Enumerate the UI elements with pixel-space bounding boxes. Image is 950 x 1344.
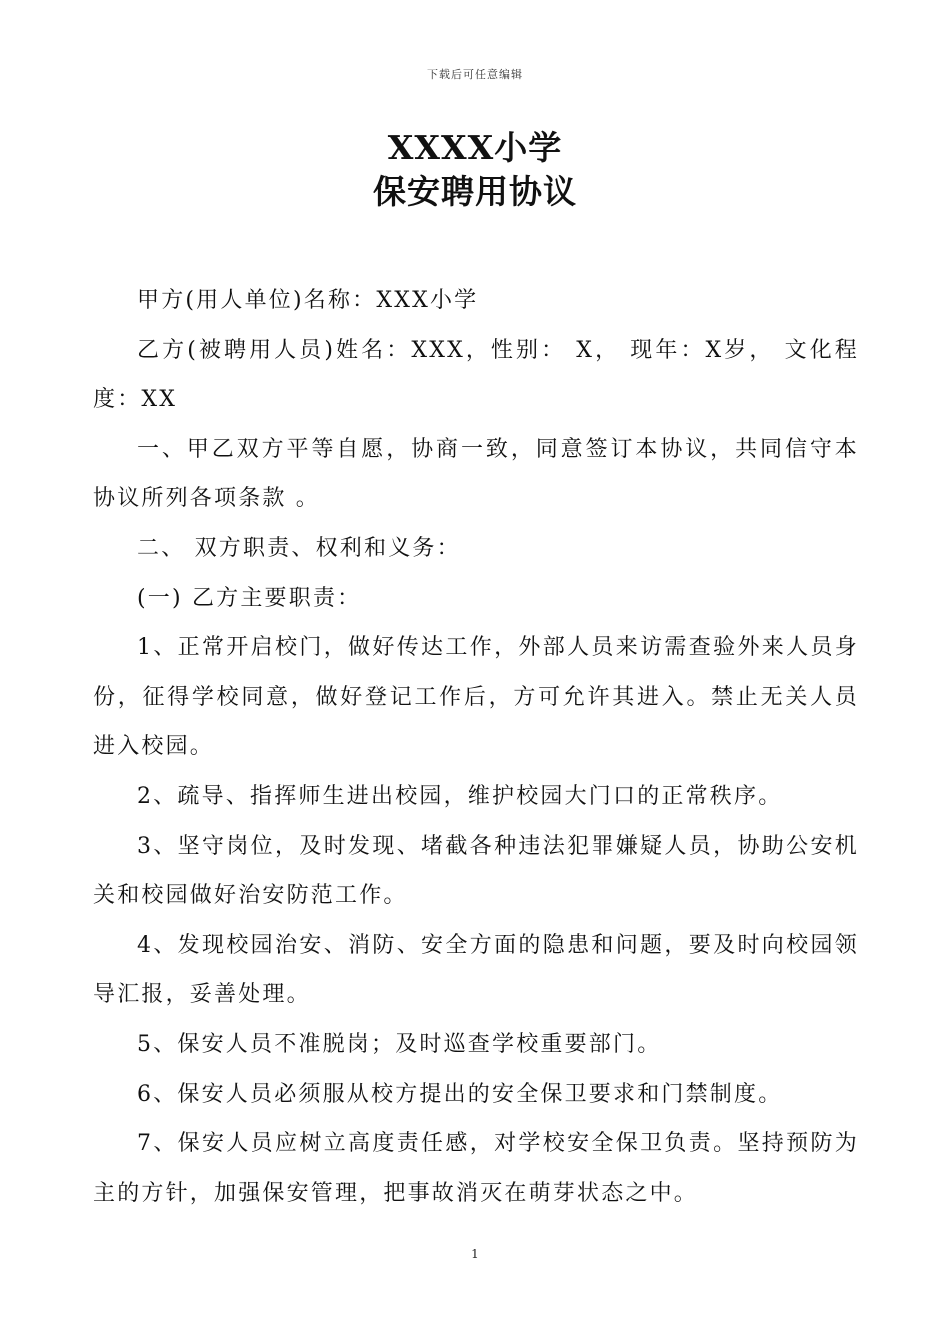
duty-item-5: 5、保安人员不准脱岗；及时巡查学校重要部门。 [137, 1031, 662, 1057]
clause-1-paragraph: 一、甲乙双方平等自愿，协商一致，同意签订本协议，共同信守本协议所列各项条款 。 [93, 436, 859, 512]
duty-item-1: 1、正常开启校门，做好传达工作，外部人员来访需查验外来人员身份，征得学校同意，做好登记工作后，方可允许其进入。禁止无关人员进入校园。 [93, 635, 859, 760]
party-a-paragraph: 甲方(用人单位)名称：XXX小学 [137, 288, 479, 313]
duty-item-2: 2、疏导、指挥师生进出校园，维护校园大门口的正常秩序。 [137, 783, 783, 809]
duty-item-4: 4、发现校园治安、消防、安全方面的隐患和问题，要及时向校园领导汇报，妥善处理。 [93, 932, 859, 1008]
duty-item-3: 3、坚守岗位，及时发现、堵截各种违法犯罪嫌疑人员，协助公安机关和校园做好治安防范工作。 [93, 833, 859, 909]
duty-item-6: 6、保安人员必须服从校方提出的安全保卫要求和门禁制度。 [137, 1081, 783, 1107]
party-b-paragraph: 乙方(被聘用人员)姓名：XXX，性别： X， 现年：X岁， 文化程度：XX [93, 337, 859, 413]
clause-2-heading: 二、 双方职责、权利和义务： [137, 535, 461, 561]
title-school-name: XXXX小学 [387, 128, 563, 167]
duty-item-7: 7、保安人员应树立高度责任感，对学校安全保卫负责。坚持预防为主的方针，加强保安管理，把事故消灭在萌芽状态之中。 [93, 1131, 859, 1206]
subsection-1-heading: (一) 乙方主要职责： [137, 585, 362, 611]
page-number: 1 [471, 1247, 479, 1261]
title-agreement-name: 保安聘用协议 [373, 172, 577, 211]
header-note: 下载后可任意编辑 [427, 68, 523, 81]
document-title [0, 126, 950, 214]
agreement-body [93, 276, 859, 1218]
